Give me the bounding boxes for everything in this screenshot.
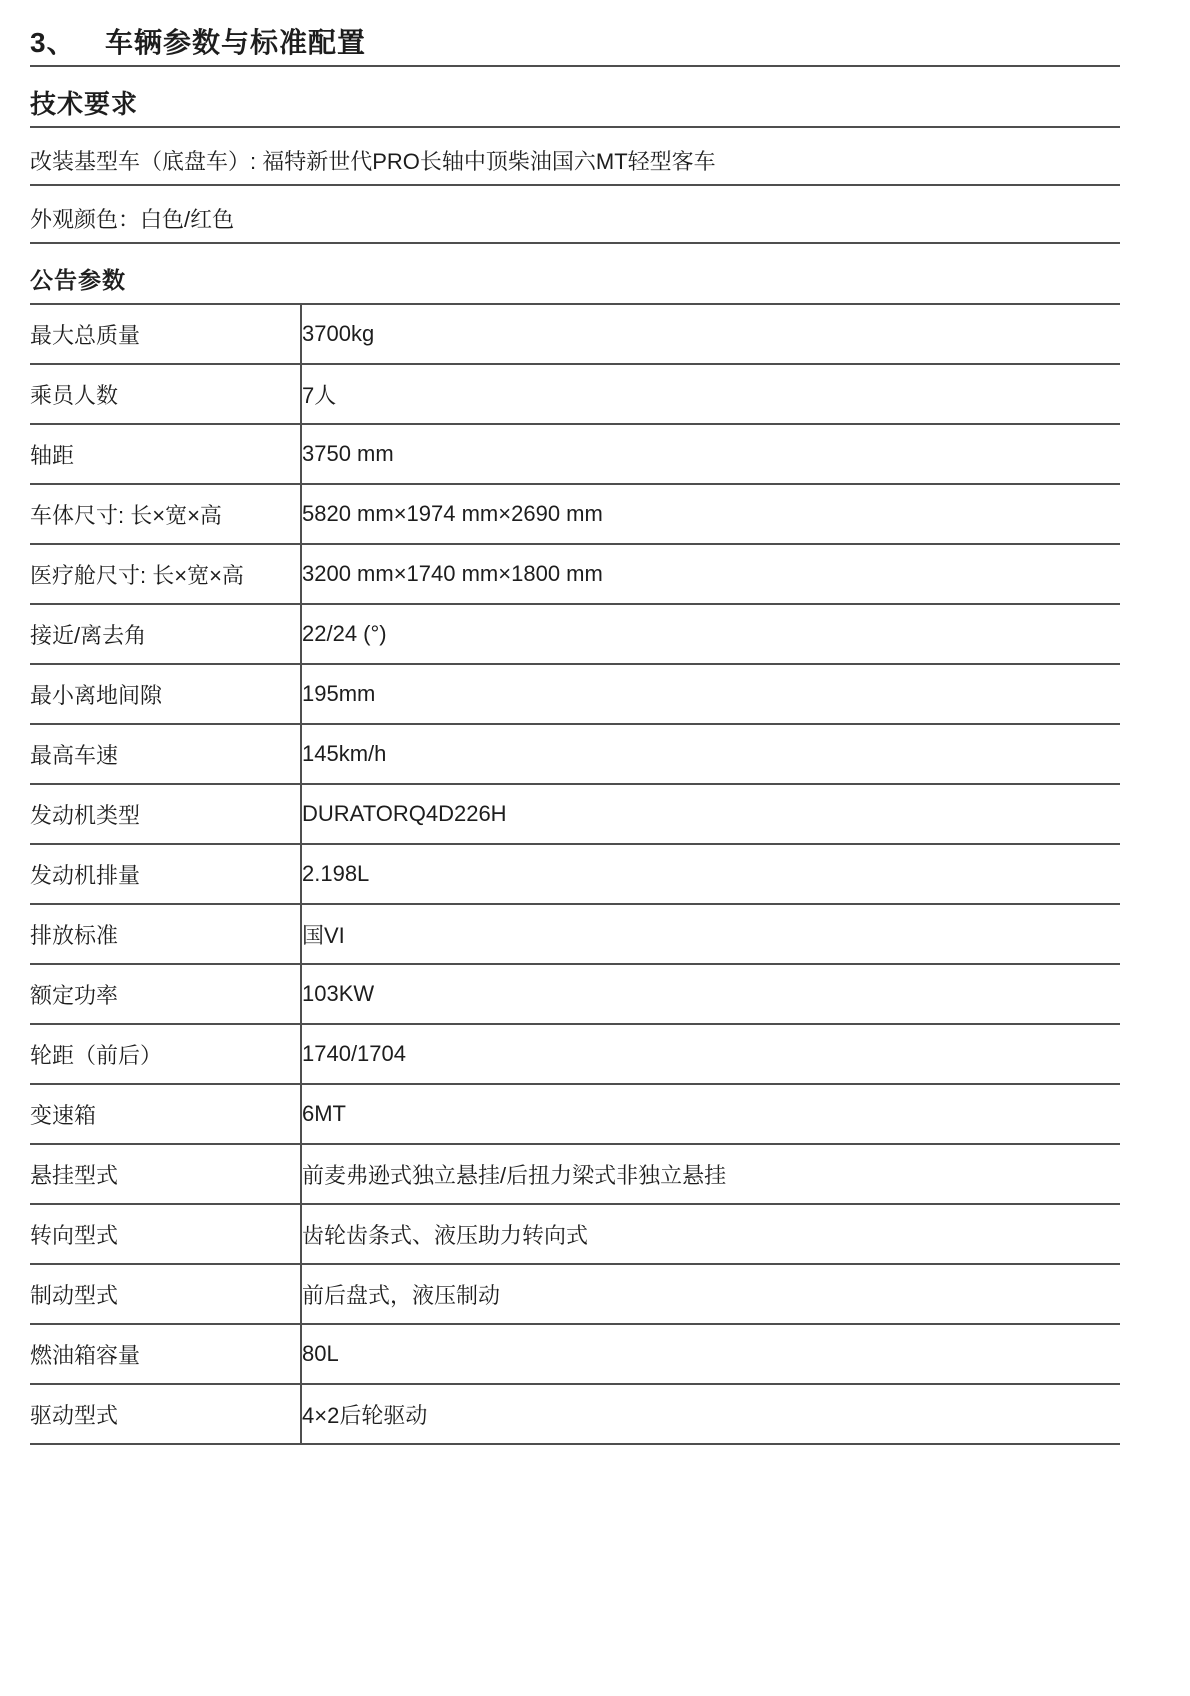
params-table bbox=[30, 303, 1120, 1445]
param-value: 103KW bbox=[301, 964, 1120, 1024]
param-value: 国VI bbox=[301, 904, 1120, 964]
param-value: 3750 mm bbox=[301, 424, 1120, 484]
param-value: 3200 mm×1740 mm×1800 mm bbox=[301, 544, 1120, 604]
param-value: 齿轮齿条式、液压助力转向式 bbox=[301, 1204, 1120, 1264]
table-row bbox=[30, 724, 1120, 784]
param-label: 排放标准 bbox=[30, 904, 301, 964]
table-row bbox=[30, 604, 1120, 664]
param-label: 悬挂型式 bbox=[30, 1144, 301, 1204]
param-value: 22/24 (°) bbox=[301, 604, 1120, 664]
param-label: 最大总质量 bbox=[30, 304, 301, 364]
heading-title: 车辆参数与标准配置 bbox=[105, 27, 367, 58]
param-value: 2.198L bbox=[301, 844, 1120, 904]
param-label: 燃油箱容量 bbox=[30, 1324, 301, 1384]
param-label: 轴距 bbox=[30, 424, 301, 484]
param-value: DURATORQ4D226H bbox=[301, 784, 1120, 844]
param-value: 145km/h bbox=[301, 724, 1120, 784]
param-label: 最小离地间隙 bbox=[30, 664, 301, 724]
param-label: 接近/离去角 bbox=[30, 604, 301, 664]
param-label: 乘员人数 bbox=[30, 364, 301, 424]
param-value: 6MT bbox=[301, 1084, 1120, 1144]
params-table-body bbox=[30, 304, 1120, 1444]
param-label: 转向型式 bbox=[30, 1204, 301, 1264]
param-value: 3700kg bbox=[301, 304, 1120, 364]
param-label: 变速箱 bbox=[30, 1084, 301, 1144]
table-row bbox=[30, 1384, 1120, 1444]
param-value: 7人 bbox=[301, 364, 1120, 424]
table-row bbox=[30, 784, 1120, 844]
param-label: 发动机类型 bbox=[30, 784, 301, 844]
param-label: 制动型式 bbox=[30, 1264, 301, 1324]
table-row bbox=[30, 664, 1120, 724]
table-row bbox=[30, 844, 1120, 904]
base-vehicle-line: 改装基型车（底盘车）: 福特新世代PRO长轴中顶柴油国六MT轻型客车 bbox=[30, 148, 1120, 186]
table-row bbox=[30, 1204, 1120, 1264]
section-title-technical-requirements: 技术要求 bbox=[30, 89, 1120, 128]
param-value: 1740/1704 bbox=[301, 1024, 1120, 1084]
param-label: 最高车速 bbox=[30, 724, 301, 784]
param-value: 80L bbox=[301, 1324, 1120, 1384]
param-label: 额定功率 bbox=[30, 964, 301, 1024]
param-label: 发动机排量 bbox=[30, 844, 301, 904]
param-value: 195mm bbox=[301, 664, 1120, 724]
table-row bbox=[30, 1024, 1120, 1084]
table-row bbox=[30, 544, 1120, 604]
param-label: 医疗舱尺寸: 长×宽×高 bbox=[30, 544, 301, 604]
param-label: 轮距（前后） bbox=[30, 1024, 301, 1084]
param-value: 前麦弗逊式独立悬挂/后扭力梁式非独立悬挂 bbox=[301, 1144, 1120, 1204]
page-content bbox=[30, 0, 1120, 1445]
table-row bbox=[30, 484, 1120, 544]
param-value: 4×2后轮驱动 bbox=[301, 1384, 1120, 1444]
param-value: 前后盘式，液压制动 bbox=[301, 1264, 1120, 1324]
param-value: 5820 mm×1974 mm×2690 mm bbox=[301, 484, 1120, 544]
heading-number: 3、 bbox=[30, 27, 76, 58]
table-row bbox=[30, 964, 1120, 1024]
exterior-color-line: 外观颜色：白色/红色 bbox=[30, 206, 1120, 244]
table-row bbox=[30, 364, 1120, 424]
param-label: 车体尺寸: 长×宽×高 bbox=[30, 484, 301, 544]
table-row bbox=[30, 304, 1120, 364]
table-row bbox=[30, 904, 1120, 964]
table-row bbox=[30, 424, 1120, 484]
main-heading bbox=[30, 26, 1120, 67]
table-row bbox=[30, 1084, 1120, 1144]
param-label: 驱动型式 bbox=[30, 1384, 301, 1444]
announcement-params-heading: 公告参数 bbox=[30, 267, 126, 293]
table-row bbox=[30, 1264, 1120, 1324]
table-row bbox=[30, 1144, 1120, 1204]
table-row bbox=[30, 1324, 1120, 1384]
